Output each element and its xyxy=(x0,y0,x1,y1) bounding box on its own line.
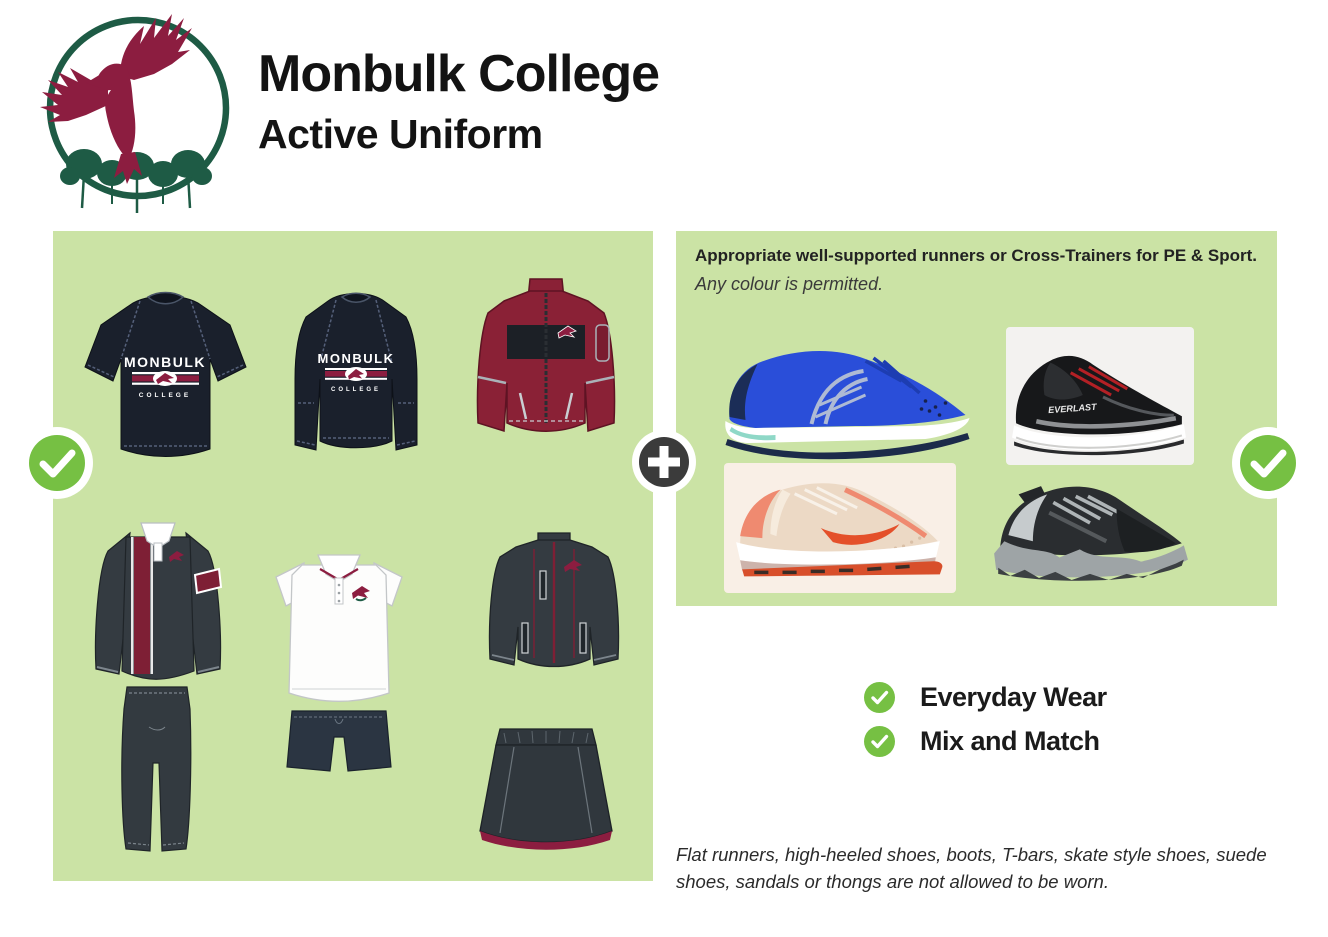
college-logo xyxy=(20,6,242,218)
footwear-panel xyxy=(676,231,1277,606)
black-cross-trainer-image xyxy=(1006,327,1194,465)
uniform-panel xyxy=(53,231,653,881)
rugby-set-image xyxy=(83,511,233,856)
short-sleeve-top-image xyxy=(78,281,253,466)
check-circle-icon xyxy=(864,682,895,713)
mix-plus-icon xyxy=(632,430,696,494)
uniform-approved-check-icon xyxy=(21,427,93,499)
legend-item-everyday-wear xyxy=(864,682,1107,713)
beige-runner-image xyxy=(724,463,956,593)
legend-item-mix-and-match xyxy=(864,726,1107,757)
check-circle-icon xyxy=(864,726,895,757)
blue-runner-image xyxy=(714,331,982,466)
garment-print-line2: COLLEGE xyxy=(330,387,382,393)
legend xyxy=(864,682,1107,770)
garment-print-line1: MONBULK xyxy=(123,354,207,370)
polo-set-image xyxy=(256,543,422,783)
footwear-subheading: Any colour is permitted. xyxy=(695,273,884,294)
sports-skirt-image xyxy=(470,721,622,853)
footwear-approved-check-icon xyxy=(1232,427,1304,499)
page-title: Monbulk College xyxy=(258,45,659,103)
garment-print-line1: MONBULK xyxy=(317,351,395,366)
shoe-brand-label: EVERLAST xyxy=(1047,401,1097,416)
maroon-jacket-image xyxy=(446,271,646,479)
long-sleeve-top-image xyxy=(278,283,433,465)
page-subtitle: Active Uniform xyxy=(258,111,543,157)
legend-label: Everyday Wear xyxy=(920,682,1107,712)
footwear-restrictions-note: Flat runners, high-heeled shoes, boots, T-bars, skate style shoes, suede shoes, sandals or thongs are not allowed to be worn. xyxy=(676,843,1267,893)
softshell-jacket-image xyxy=(456,527,652,689)
hiking-trainer-image xyxy=(988,467,1192,591)
eagle-logo-icon xyxy=(20,6,242,218)
garment-print-line2: COLLEGE xyxy=(138,392,192,399)
legend-label: Mix and Match xyxy=(920,726,1100,756)
footwear-heading: Appropriate well-supported runners or Cross-Trainers for PE & Sport. xyxy=(695,246,1258,265)
